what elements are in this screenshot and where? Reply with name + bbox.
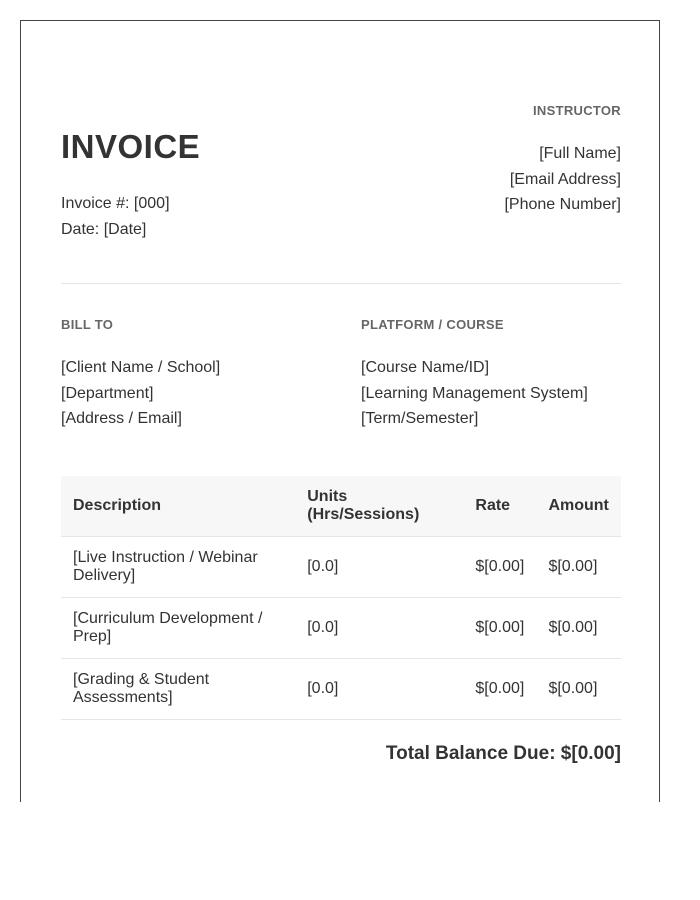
row-rate: $[0.00] xyxy=(463,537,536,598)
header-units: Units (Hrs/Sessions) xyxy=(295,476,463,537)
invoice-date: Date: [Date] xyxy=(61,221,147,238)
header-amount: Amount xyxy=(536,476,621,537)
instructor-name: [Full Name] xyxy=(539,145,621,162)
bill-to-address: [Address / Email] xyxy=(61,410,182,427)
row-description: [Grading & Student Assessments] xyxy=(61,659,295,720)
row-description: [Live Instruction / Webinar Delivery] xyxy=(61,537,295,598)
table-row xyxy=(61,659,621,720)
header-divider xyxy=(61,283,621,284)
platform-label: PLATFORM / COURSE xyxy=(361,317,504,332)
row-amount: $[0.00] xyxy=(536,598,621,659)
platform-lms: [Learning Management System] xyxy=(361,384,588,402)
table-header-row xyxy=(61,476,621,537)
platform-details xyxy=(361,355,621,432)
bill-to-label: BILL TO xyxy=(61,317,114,332)
table-row xyxy=(61,598,621,659)
bill-to-client: [Client Name / School] xyxy=(61,359,221,376)
row-rate: $[0.00] xyxy=(463,659,536,720)
row-amount: $[0.00] xyxy=(536,537,621,598)
platform-term: [Term/Semester] xyxy=(361,410,479,427)
platform-block xyxy=(361,315,621,432)
header-description: Description xyxy=(61,476,295,537)
header-rate: Rate xyxy=(463,476,536,537)
row-description: [Curriculum Development / Prep] xyxy=(61,598,295,659)
row-units: [0.0] xyxy=(295,537,463,598)
total-balance-due: Total Balance Due: $[0.00] xyxy=(385,743,621,764)
bill-to-block xyxy=(61,315,341,432)
instructor-label: INSTRUCTOR xyxy=(533,103,621,118)
bill-to-details xyxy=(61,355,341,432)
bill-to-department: [Department] xyxy=(61,384,154,402)
line-items-table xyxy=(61,476,621,720)
invoice-title: INVOICE xyxy=(61,128,201,165)
instructor-email: [Email Address] xyxy=(509,170,621,188)
platform-course: [Course Name/ID] xyxy=(361,359,490,376)
invoice-header xyxy=(61,129,200,243)
invoice-page xyxy=(20,20,660,802)
instructor-block xyxy=(504,101,621,218)
row-units: [0.0] xyxy=(295,659,463,720)
row-rate: $[0.00] xyxy=(463,598,536,659)
invoice-meta xyxy=(61,191,200,243)
row-units: [0.0] xyxy=(295,598,463,659)
instructor-phone: [Phone Number] xyxy=(504,196,621,213)
instructor-details xyxy=(504,141,621,218)
table-row xyxy=(61,537,621,598)
row-amount: $[0.00] xyxy=(536,659,621,720)
invoice-number: Invoice #: [000] xyxy=(61,195,170,212)
